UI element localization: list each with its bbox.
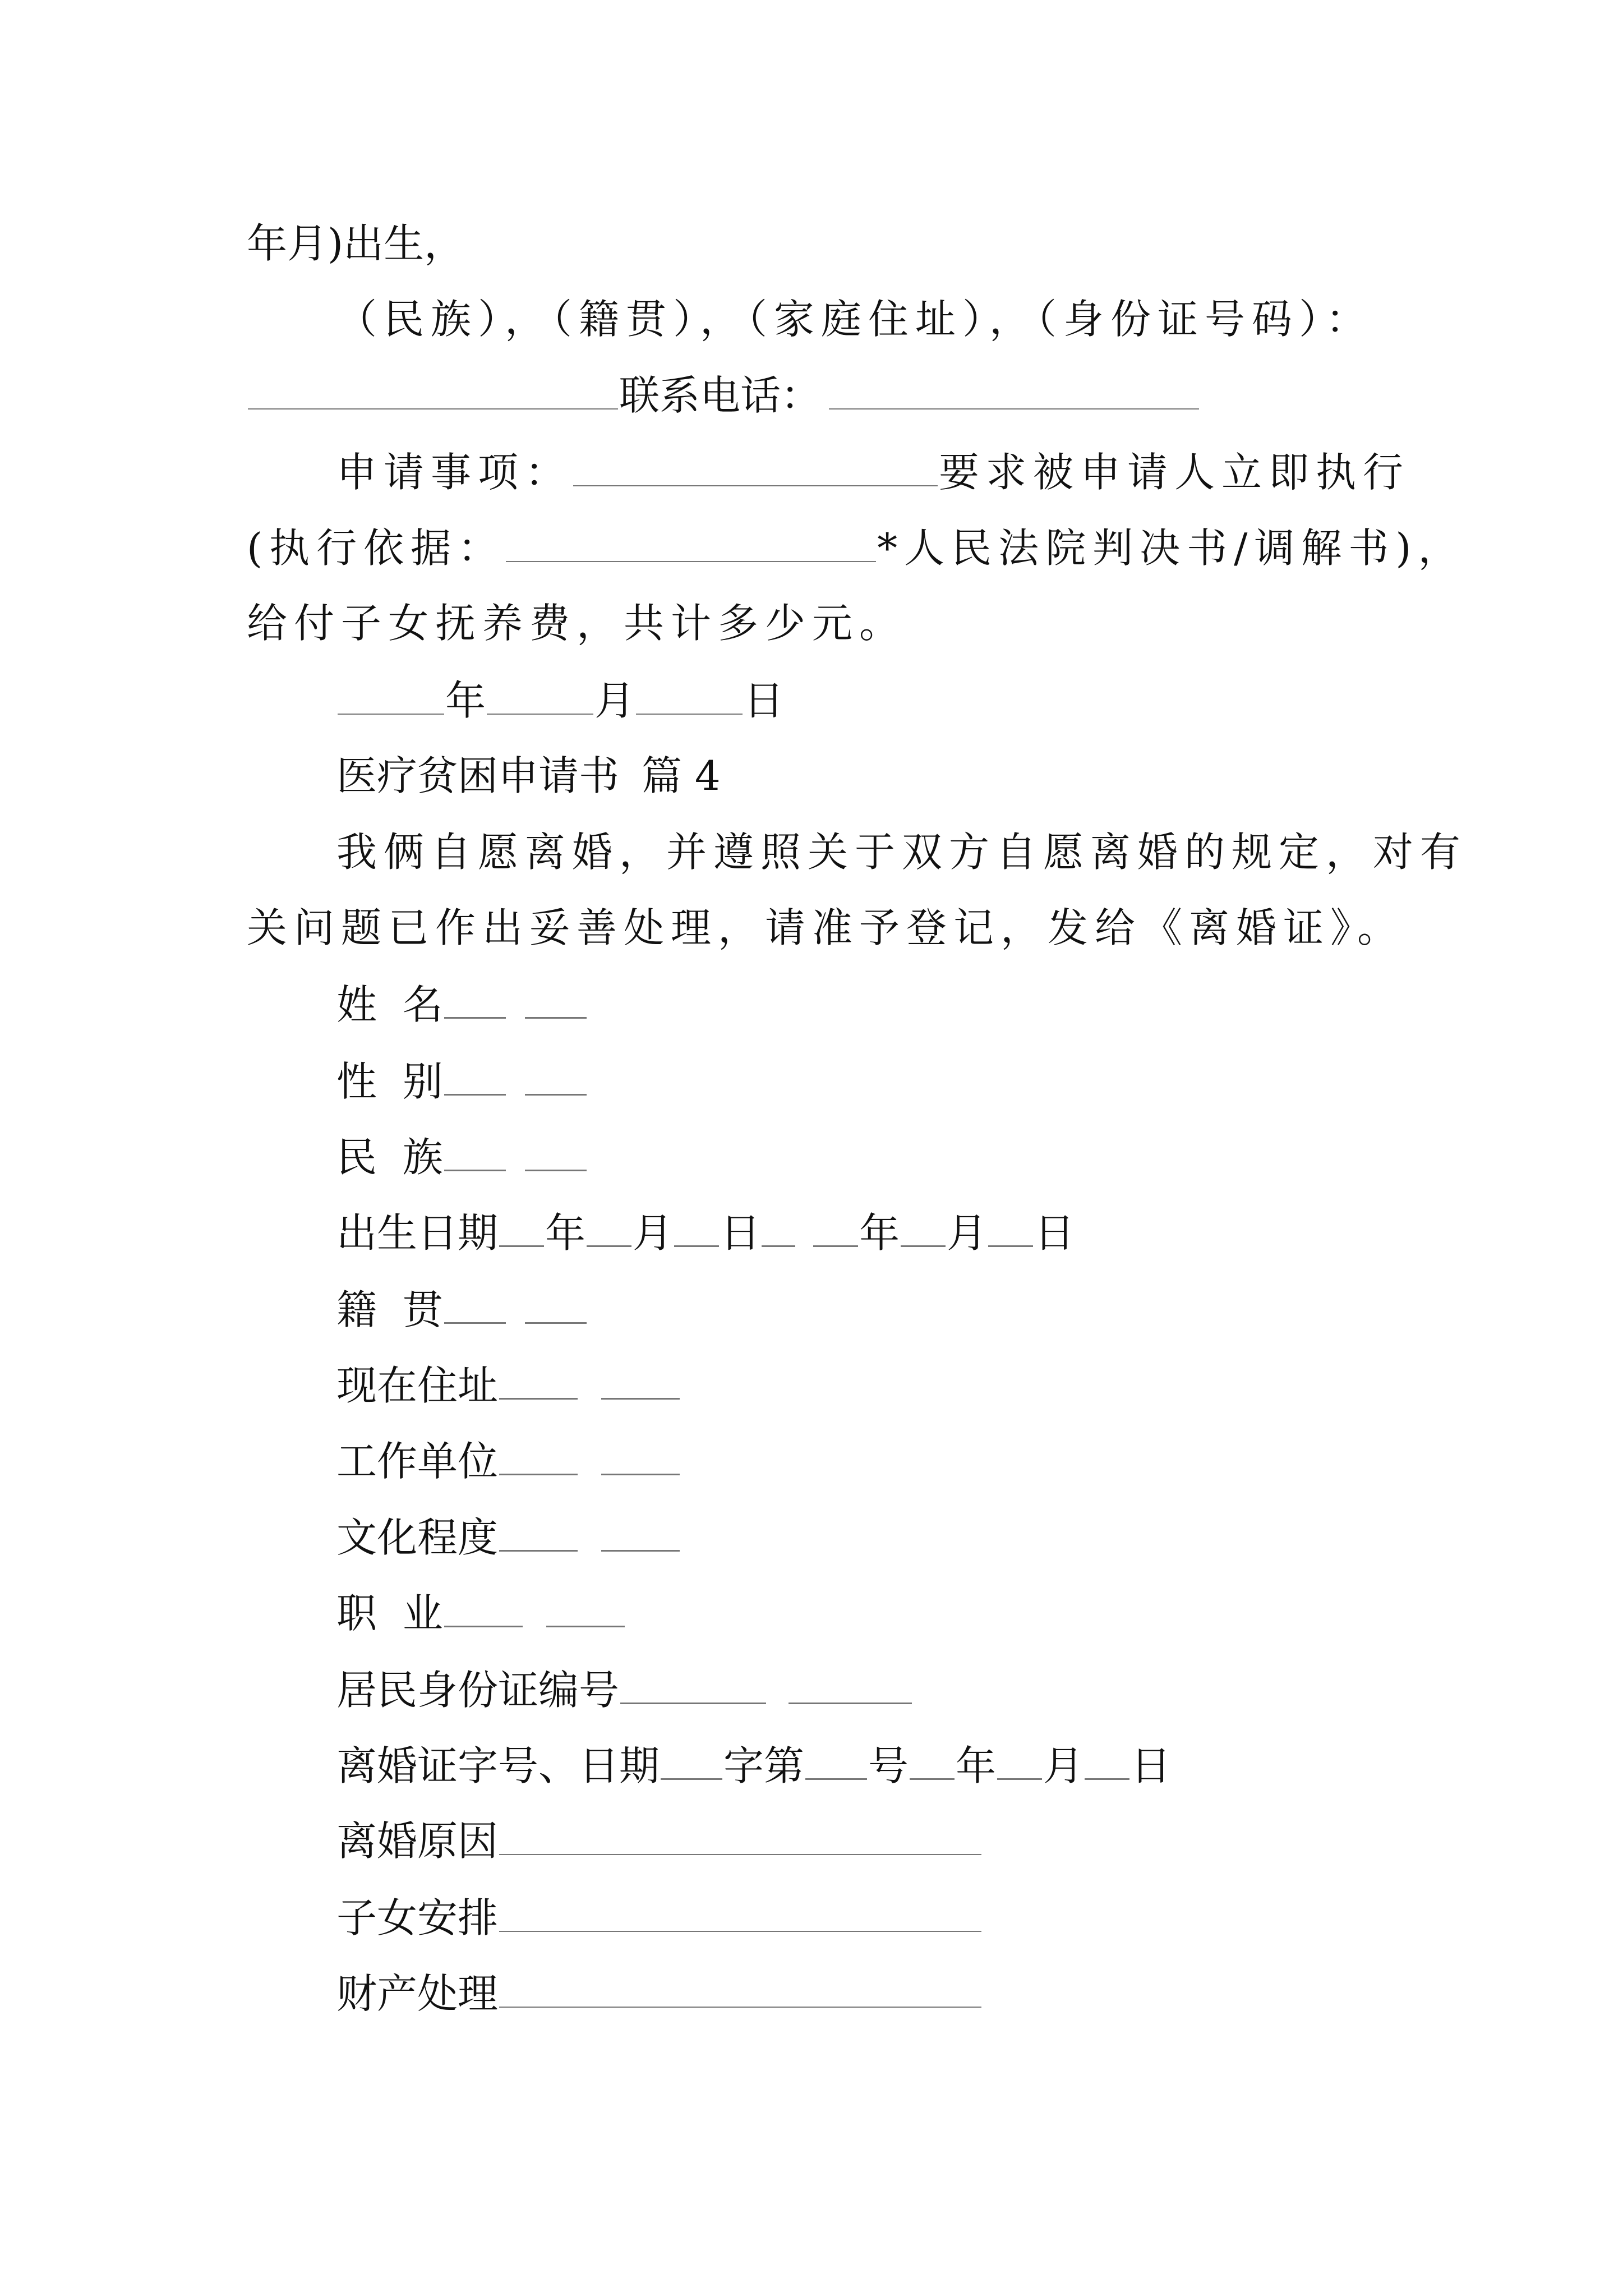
birth-month-2: 月 [947, 1209, 988, 1257]
field-property-label: 财产处理 [336, 1970, 499, 2017]
field-address-label: 现在住址 [336, 1362, 499, 1409]
field-work [336, 1438, 681, 1485]
field-cert-label: 离婚证字号、日期 [336, 1742, 660, 1789]
cert-month: 月 [1043, 1742, 1084, 1789]
field-id-label: 居民身份证编号 [336, 1667, 620, 1714]
field-property-blank[interactable] [499, 1973, 981, 2008]
text-line-date [336, 677, 785, 724]
birth-year-blank-1[interactable] [499, 1212, 544, 1247]
text-line-birth [247, 220, 465, 267]
birth-year-1: 年 [545, 1209, 586, 1257]
date-day-blank[interactable] [636, 680, 743, 715]
birth-day-1: 日 [720, 1209, 761, 1257]
field-sex-label: 性 别 [336, 1058, 443, 1105]
paragraph-line-2 [247, 904, 1405, 951]
cert-year: 年 [956, 1742, 997, 1789]
field-name [336, 981, 588, 1028]
cert-day: 日 [1131, 1742, 1172, 1789]
identity-text: （民族），（籍贯），（家庭住址），（身份证号码）： [336, 296, 1373, 343]
field-ethnic-blank-1[interactable] [444, 1136, 506, 1171]
cert-char-blank[interactable] [661, 1745, 722, 1780]
field-reason-blank[interactable] [499, 1820, 981, 1855]
basis-blank[interactable] [506, 527, 876, 562]
date-year-blank[interactable] [338, 680, 444, 715]
text-line-identity [336, 296, 1373, 343]
identity-blank[interactable] [248, 375, 618, 409]
text-line-request [336, 449, 1410, 496]
field-birth [336, 1209, 1075, 1257]
field-divorce-cert [336, 1742, 1172, 1789]
section-heading [336, 752, 721, 799]
field-job [336, 1590, 626, 1637]
cert-day-blank[interactable] [1085, 1745, 1129, 1780]
field-ethnic-blank-2[interactable] [525, 1136, 587, 1171]
field-native-label: 籍 贯 [336, 1286, 443, 1333]
birth-sep-blank[interactable] [762, 1212, 795, 1247]
birth-day-blank-1[interactable] [674, 1212, 719, 1247]
field-name-label: 姓 名 [336, 981, 443, 1028]
field-children [336, 1894, 983, 1941]
field-work-blank-1[interactable] [499, 1440, 578, 1475]
field-property [336, 1970, 983, 2017]
field-address-blank-1[interactable] [499, 1364, 578, 1400]
date-day: 日 [744, 677, 785, 724]
field-id-number [336, 1667, 913, 1714]
paragraph-text-1: 我俩自愿离婚，并遵照关于双方自愿离婚的规定，对有 [336, 829, 1468, 876]
cert-year-blank[interactable] [910, 1745, 955, 1780]
text-line-payment [247, 600, 907, 647]
field-job-label: 职 业 [336, 1590, 443, 1637]
field-native [336, 1286, 588, 1333]
field-address [336, 1362, 681, 1409]
date-month-blank[interactable] [487, 680, 593, 715]
date-month: 月 [594, 677, 635, 724]
cert-hao: 号 [868, 1742, 909, 1789]
birth-month-1: 月 [633, 1209, 674, 1257]
phone-blank[interactable] [829, 375, 1199, 409]
field-address-blank-2[interactable] [601, 1364, 680, 1400]
field-reason-label: 离婚原因 [336, 1818, 499, 1865]
section-title: 医疗贫困申请书 [336, 752, 620, 799]
field-education-blank-1[interactable] [499, 1516, 578, 1552]
birth-year-2: 年 [859, 1209, 900, 1257]
basis-label: (执行依据： [247, 524, 505, 572]
field-education-label: 文化程度 [336, 1514, 499, 1561]
birth-month-blank-2[interactable] [901, 1212, 946, 1247]
field-native-blank-2[interactable] [525, 1289, 587, 1324]
field-sex-blank-2[interactable] [525, 1060, 587, 1096]
payment-text: 给付子女抚养费，共计多少元。 [247, 600, 907, 647]
request-label: 申请事项： [336, 449, 573, 496]
field-education-blank-2[interactable] [601, 1516, 680, 1552]
field-education [336, 1514, 681, 1561]
field-ethnic-label: 民 族 [336, 1134, 443, 1181]
cert-number-blank[interactable] [805, 1745, 867, 1780]
field-ethnic [336, 1134, 588, 1181]
phone-label: 联系电话： [619, 372, 822, 419]
field-birth-label: 出生日期 [336, 1209, 499, 1257]
field-id-blank-1[interactable] [620, 1669, 766, 1704]
cert-month-blank[interactable] [997, 1745, 1042, 1780]
field-sex [336, 1058, 588, 1105]
birth-day-blank-2[interactable] [988, 1212, 1033, 1247]
birth-year-blank-2[interactable] [813, 1212, 858, 1247]
field-sex-blank-1[interactable] [444, 1060, 506, 1096]
paragraph-text-2: 关问题已作出妥善处理，请准予登记，发给《离婚证》。 [247, 904, 1405, 951]
field-name-blank-2[interactable] [525, 983, 587, 1019]
field-id-blank-2[interactable] [789, 1669, 912, 1704]
field-work-blank-2[interactable] [601, 1440, 680, 1475]
date-year: 年 [445, 677, 486, 724]
section-number: 篇 4 [642, 752, 721, 799]
field-children-label: 子女安排 [336, 1894, 499, 1941]
text-line-phone [247, 372, 1200, 419]
field-job-blank-1[interactable] [444, 1592, 523, 1627]
birth-text: 年月)出生， [247, 220, 465, 267]
field-native-blank-1[interactable] [444, 1289, 506, 1324]
birth-month-blank-1[interactable] [587, 1212, 631, 1247]
field-children-blank[interactable] [499, 1897, 981, 1932]
birth-day-2: 日 [1034, 1209, 1075, 1257]
basis-text: *人民法院判决书/调解书)， [877, 524, 1465, 572]
request-text: 要求被申请人立即执行 [939, 449, 1410, 496]
field-work-label: 工作单位 [336, 1438, 499, 1485]
text-line-basis [247, 524, 1465, 572]
paragraph-line-1 [336, 829, 1468, 876]
cert-zi: 字第 [723, 1742, 805, 1789]
field-reason [336, 1818, 983, 1865]
request-blank[interactable] [573, 452, 938, 486]
field-name-blank-1[interactable] [444, 983, 506, 1019]
field-job-blank-2[interactable] [546, 1592, 625, 1627]
